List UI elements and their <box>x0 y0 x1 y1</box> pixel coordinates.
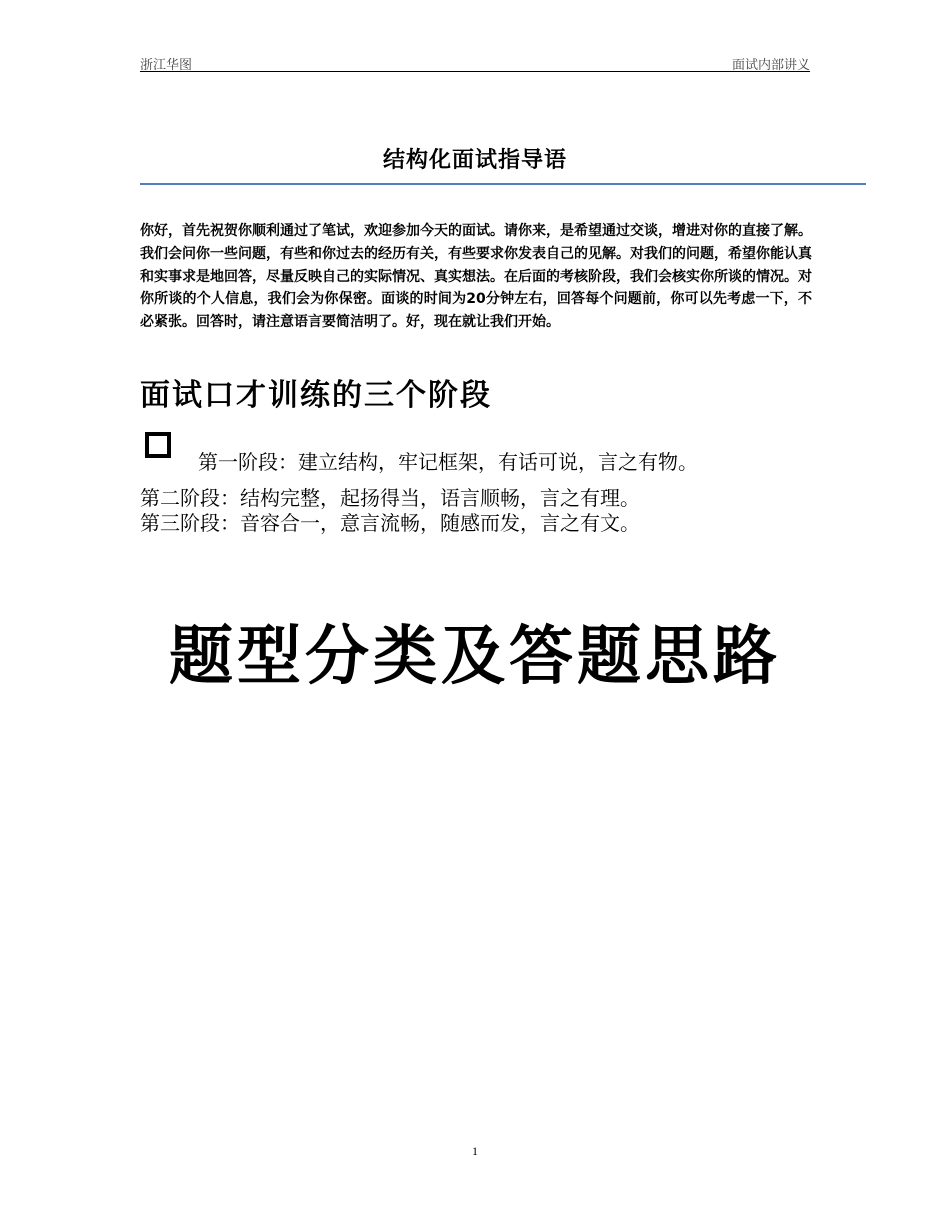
header-divider <box>140 71 810 72</box>
title-divider <box>140 183 866 185</box>
header-left-text: 浙江华图 <box>140 58 193 73</box>
stage-2-text: 第二阶段：结构完整，起扬得当，语言顺畅，言之有理。 <box>140 486 640 510</box>
section-heading: 面试口才训练的三个阶段 <box>140 378 492 413</box>
stage-1-text: 第一阶段：建立结构，牢记框架，有话可说，言之有物。 <box>198 450 698 474</box>
stage-1-row <box>140 432 840 472</box>
stage-3-text: 第三阶段：音容合一，意言流畅，随感而发，言之有文。 <box>140 511 640 535</box>
chapter-title: 题型分类及答题思路 <box>169 619 781 694</box>
intro-paragraph: 你好，首先祝贺你顺利通过了笔试，欢迎参加今天的面试。请你来，是希望通过交谈，增进对你的直接了解。我们会问你一些问题，有些和你过去的经历有关，有些要求你发表自己的见解。对我们的问题，希望你能认真和实事求是地回答，尽量反映自己的实际情况、真实想法。在后面的考核阶段，我们会核实你所谈的情况。对你所谈的个人信息，我们会为你保密。面谈的时间为20分钟左右，回答每个问题前，你可以先考虑一下，不必紧张。回答时，请注意语言要简洁明了。好，现在就让我们开始。 <box>140 223 812 331</box>
header-right-text: 面试内部讲义 <box>731 58 810 73</box>
document-title: 结构化面试指导语 <box>382 148 567 173</box>
checkbox-icon <box>145 432 171 458</box>
page-number: 1 <box>472 1144 478 1158</box>
